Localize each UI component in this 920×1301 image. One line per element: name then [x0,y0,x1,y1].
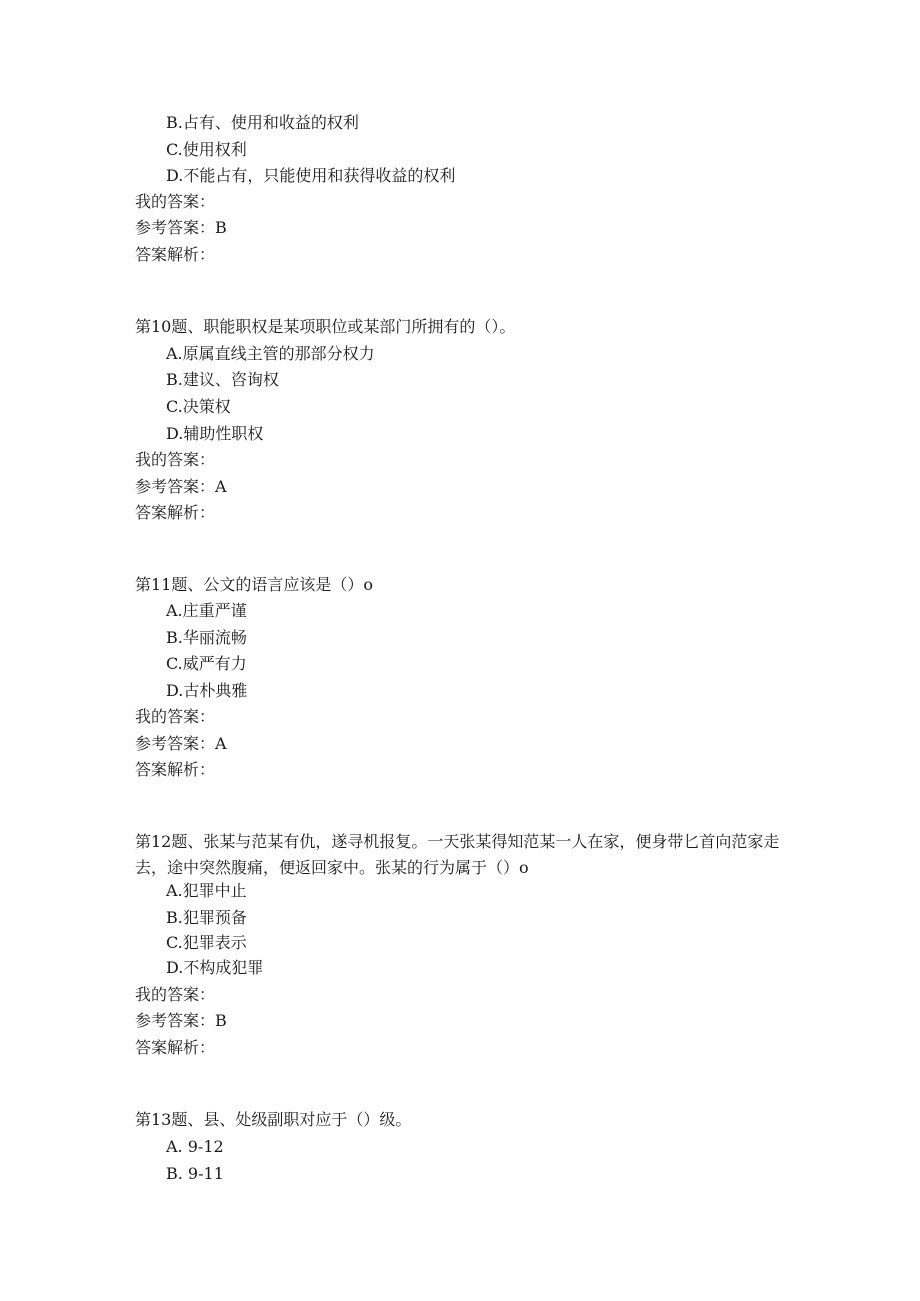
question-stem: 第12题、张某与范某有仇，遂寻机报复。一天张某得知范某一人在家，便身带匕首向范家走去，途中突然腹痛，便返回家中。张某的行为属于（）o [135,832,780,877]
question-stem: 第13题、县、处级副职对应于（）级。 [135,1110,412,1129]
my-answer-label: 我的答案： [135,192,216,211]
reference-answer: 参考答案：B [135,218,227,237]
option-b: B.华丽流畅 [166,628,247,647]
option-a: A.庄重严谨 [166,601,247,620]
option-b: B.建议、咨询权 [166,370,279,389]
answer-analysis-label: 答案解析： [135,245,216,264]
option-b: B.犯罪预备 [166,908,247,927]
option-c: C.使用权利 [166,140,247,159]
option-b: B. 9-11 [166,1164,224,1183]
reference-answer: 参考答案：A [135,734,227,753]
question-stem: 第10题、职能职权是某项职位或某部门所拥有的（）。 [135,317,516,336]
option-d: D.不构成犯罪 [166,958,264,977]
option-a: A. 9-12 [166,1137,224,1156]
option-d: D.古朴典雅 [166,681,248,700]
reference-answer: 参考答案：B [135,1011,227,1030]
answer-analysis-label: 答案解析： [135,1038,216,1057]
option-b: B.占有、使用和收益的权利 [166,113,359,132]
option-a: A.原属直线主管的那部分权力 [166,344,375,363]
option-a: A.犯罪中止 [166,881,247,900]
option-c: C.威严有力 [166,654,247,673]
my-answer-label: 我的答案： [135,707,216,726]
reference-answer: 参考答案：A [135,477,227,496]
question-stem: 第11题、公文的语言应该是（）o [135,575,373,594]
option-c: C.决策权 [166,397,231,416]
answer-analysis-label: 答案解析： [135,760,216,779]
my-answer-label: 我的答案： [135,985,216,1004]
option-d: D.不能占有，只能使用和获得收益的权利 [166,166,456,185]
answer-analysis-label: 答案解析： [135,503,216,522]
my-answer-label: 我的答案： [135,450,216,469]
option-c: C.犯罪表示 [166,933,247,952]
option-d: D.辅助性职权 [166,424,264,443]
